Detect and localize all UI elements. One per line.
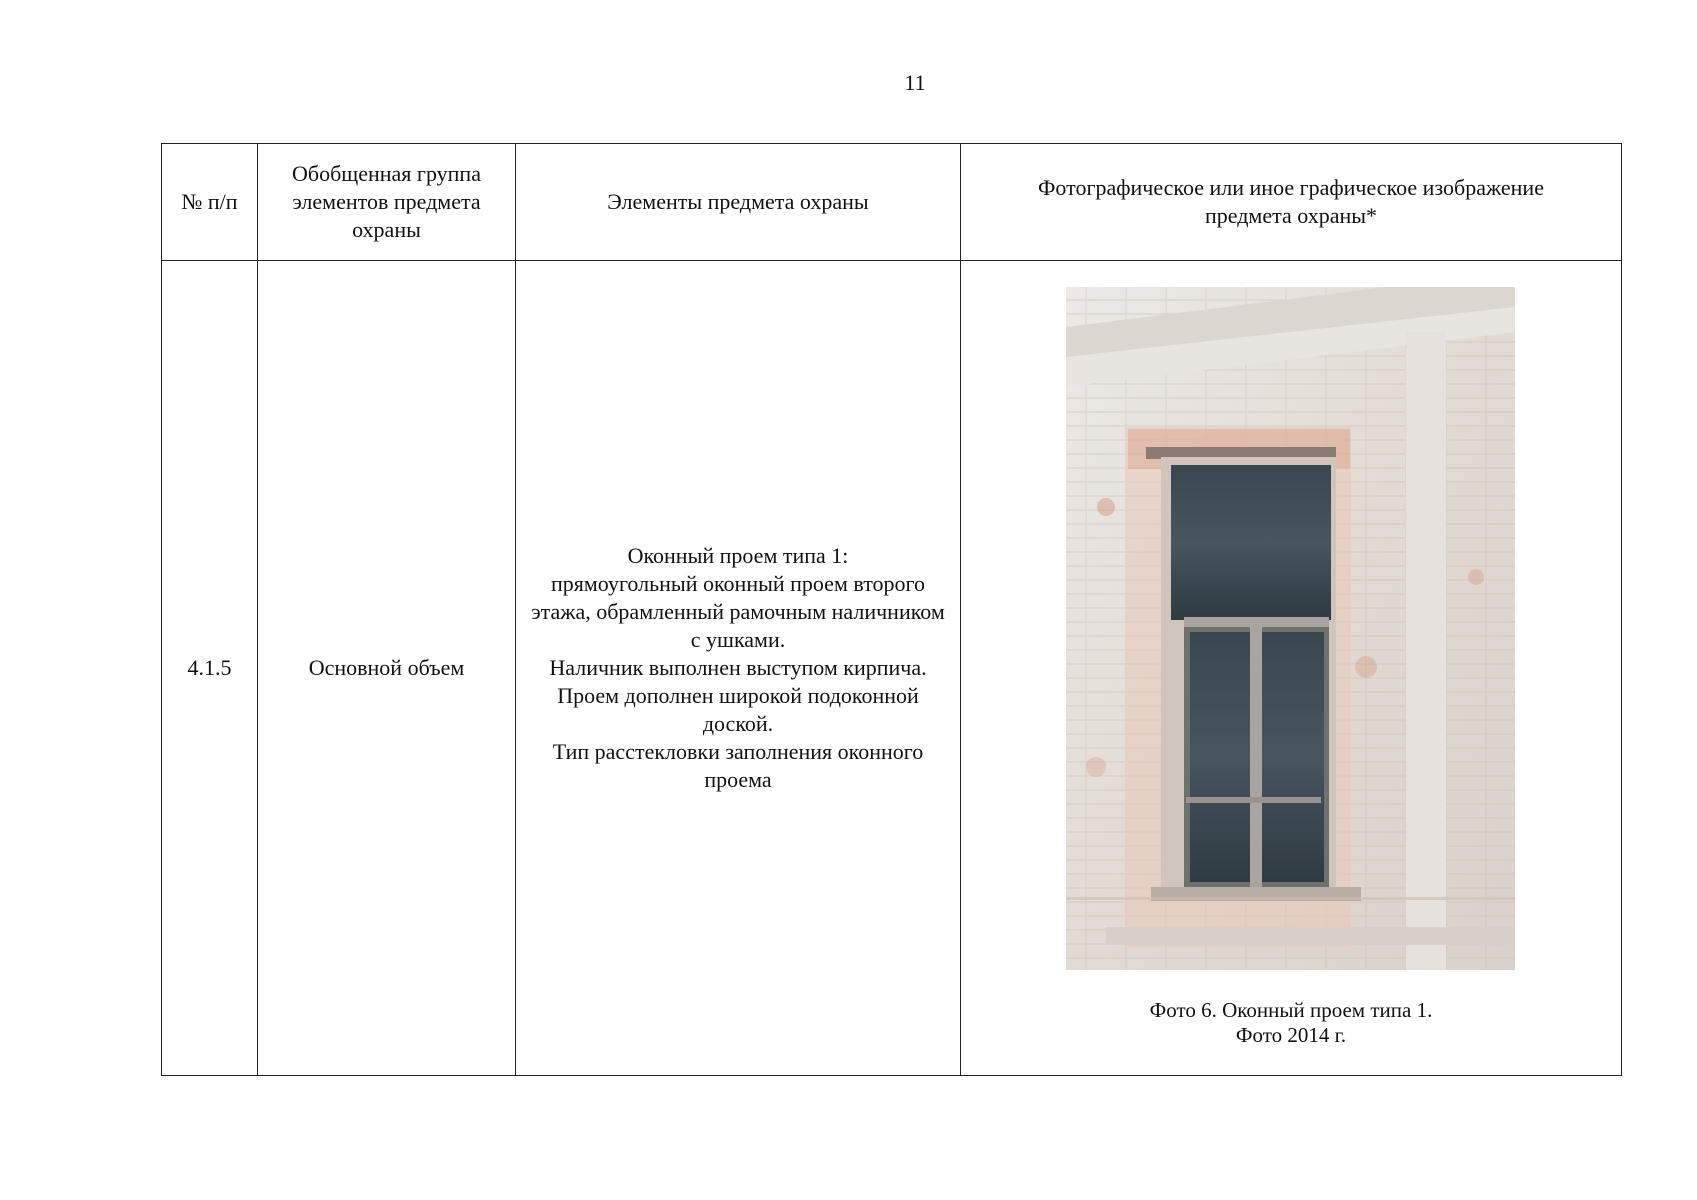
header-group: Обобщенная группа элементов предмета охраны: [258, 144, 516, 261]
element-line: Тип расстекловки заполнения оконного проема: [552, 739, 924, 792]
row-group: Основной объем: [258, 261, 516, 1076]
row-elements: [516, 261, 961, 1076]
element-line: Наличник выполнен выступом кирпича.: [549, 655, 927, 680]
header-num: № п/п: [162, 144, 258, 261]
header-photo: Фотографическое или иное графическое изображение предмета охраны*: [961, 144, 1622, 261]
element-line: Оконный проем типа 1:: [627, 543, 849, 568]
element-line: Проем дополнен широкой подоконной доской.: [557, 683, 919, 736]
header-elements: Элементы предмета охраны: [516, 144, 961, 261]
photo-caption: Фото 6. Оконный проем типа 1. Фото 2014 г.: [1149, 998, 1433, 1047]
table-header-row: [162, 144, 1622, 261]
row-num: 4.1.5: [162, 261, 258, 1076]
protection-subject-table: [161, 143, 1622, 1076]
table-row: [162, 261, 1622, 1076]
window-photo: [1066, 287, 1515, 970]
page-number: 11: [904, 70, 926, 95]
row-photo: [961, 261, 1622, 1076]
element-line: прямоугольный оконный проем второго этажа, обрамленный рамочным наличником с ушками.: [531, 571, 945, 652]
